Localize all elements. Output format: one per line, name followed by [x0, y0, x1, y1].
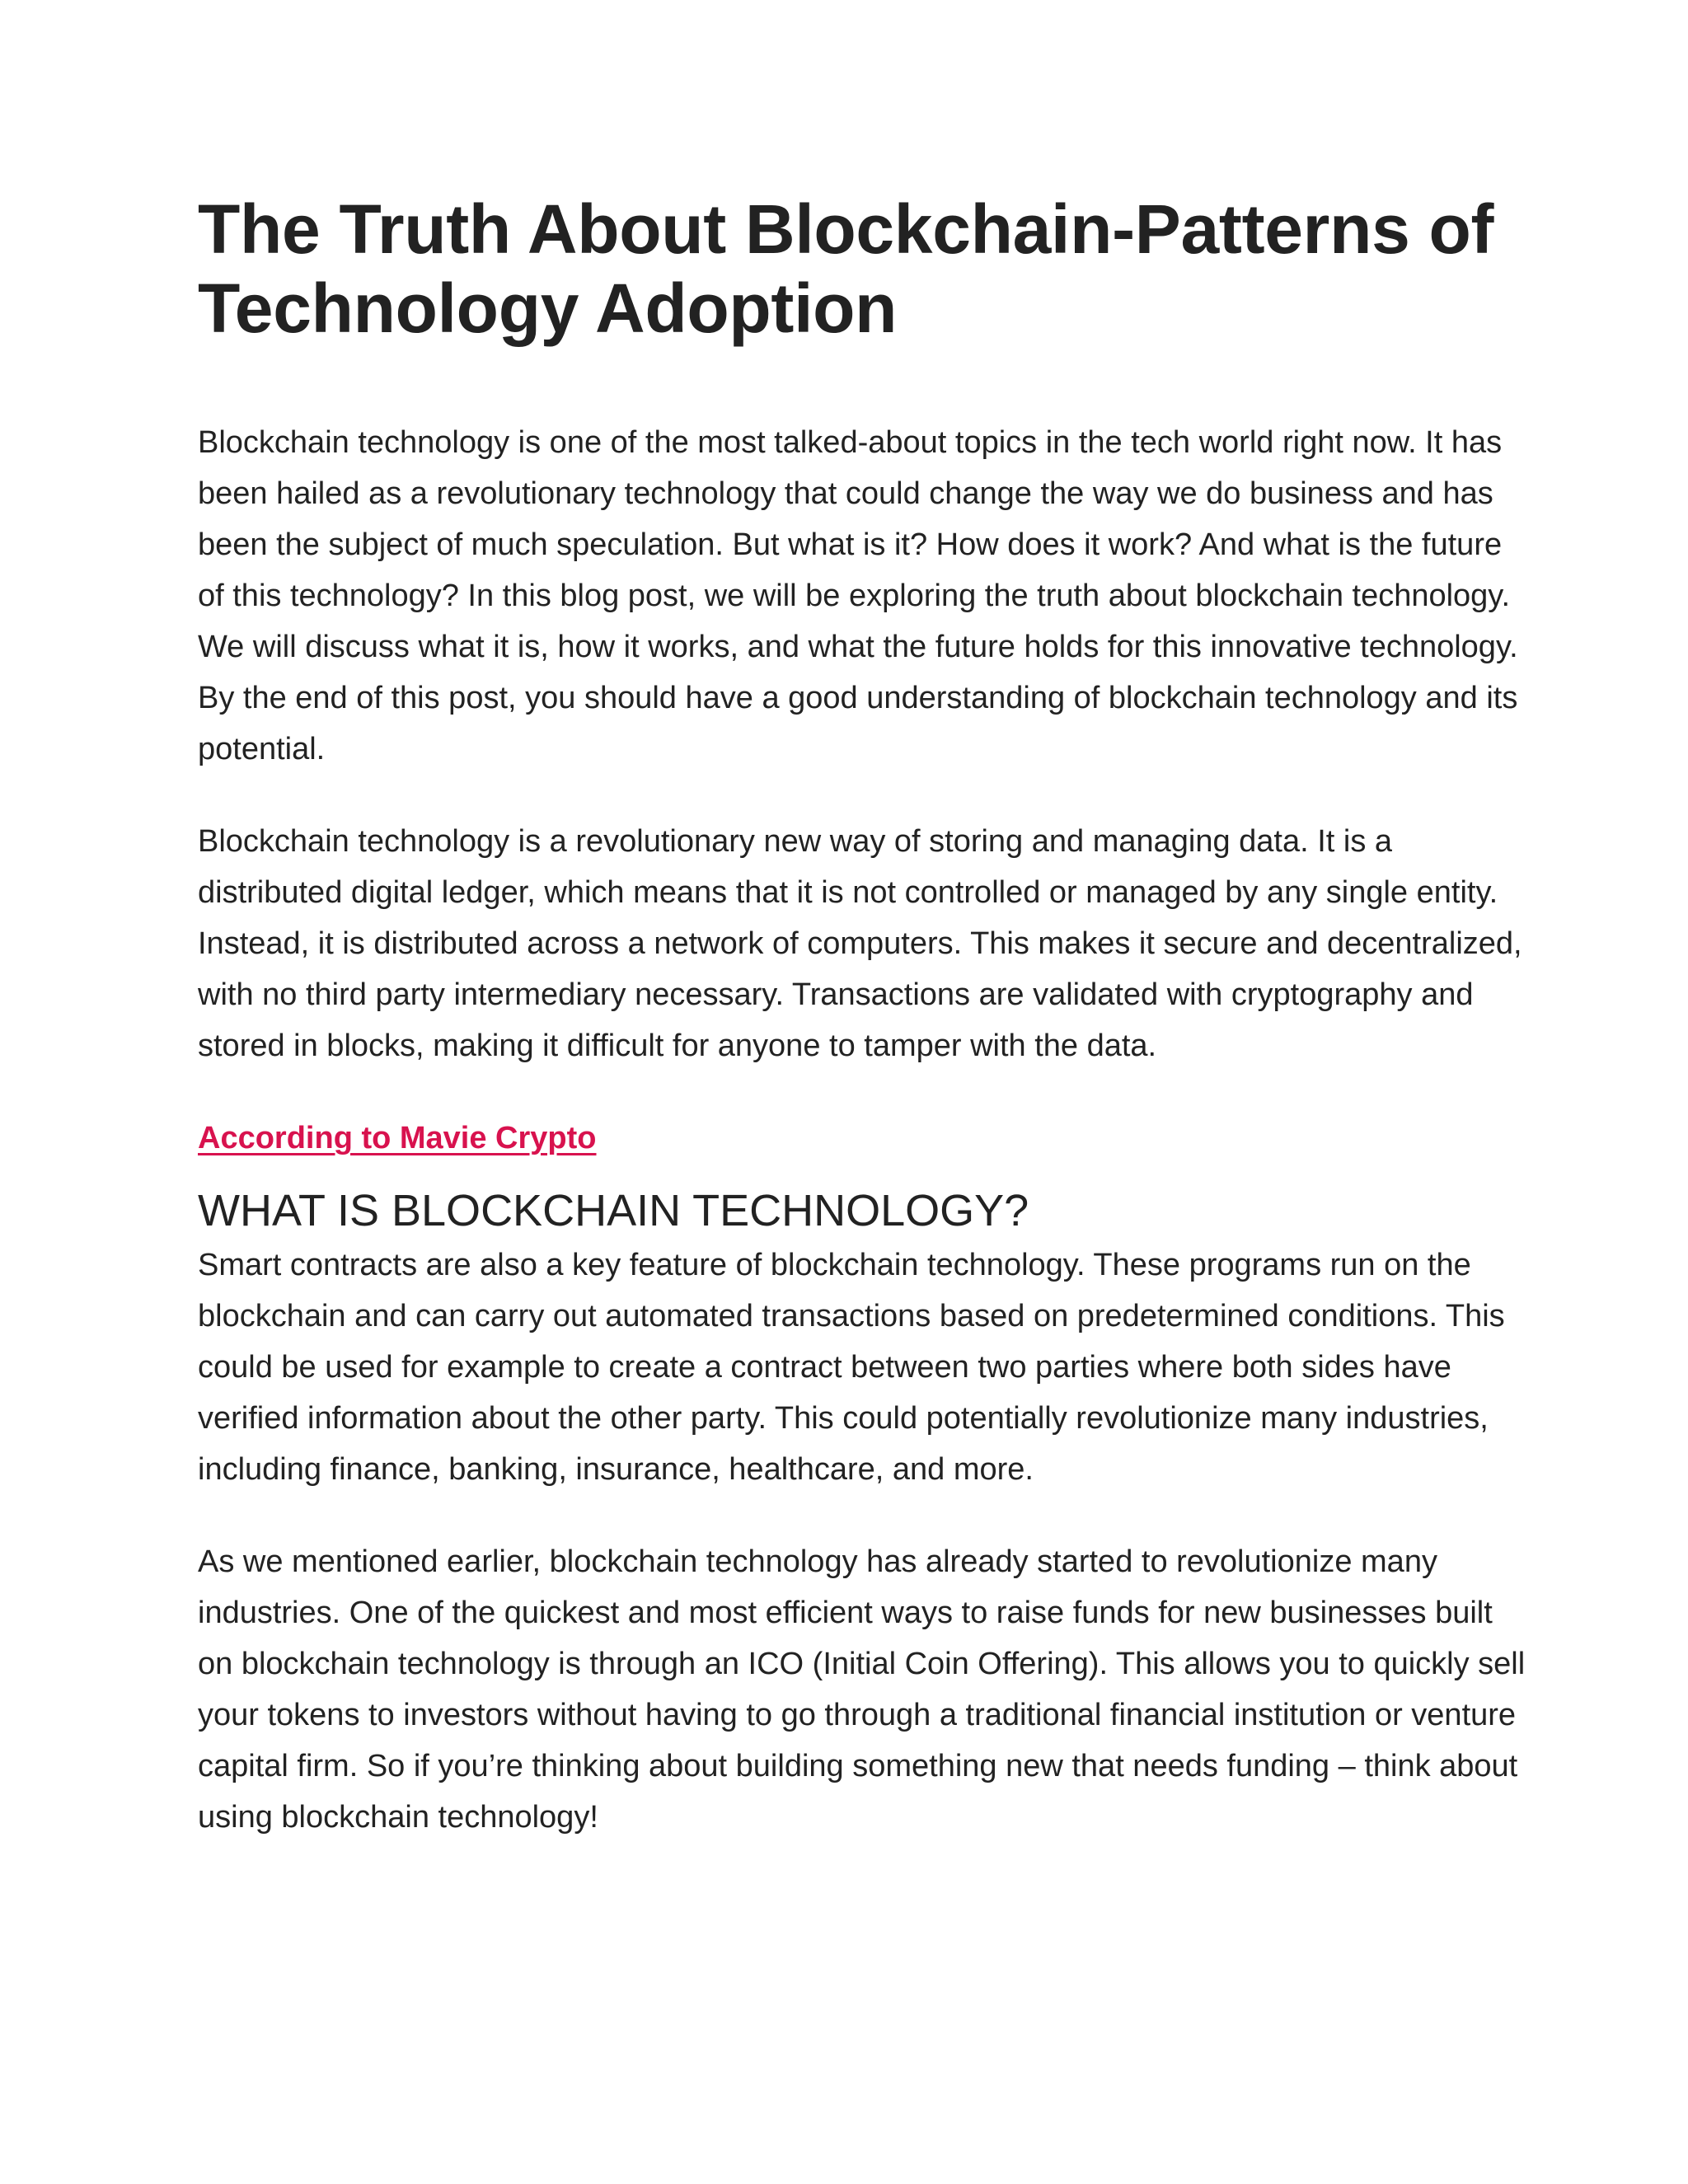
intro-paragraph: Blockchain technology is one of the most talked-about topics in the tech world right now. It has been hailed as a revolutionary technology that could change the way we do business and has been the subject of much speculation. But what is it? How does it work? And what is the future of this technology? In this blog post, we will be exploring the truth about blockchain technology. We will discuss what it is, how it works, and what the future holds for this innovative technology. By the end of this post, you should have a good understanding of blockchain technology and its potential.	[198, 425, 1518, 766]
article-title: The Truth About Blockchain-Patterns of Technology Adoption	[198, 190, 1494, 347]
section-heading: WHAT IS BLOCKCHAIN TECHNOLOGY?	[198, 1186, 1029, 1235]
article-page	[198, 190, 1533, 1843]
smart-contracts-paragraph: Smart contracts are also a key feature of blockchain technology. These programs run on the blockchain and can carry out automated transactions based on predetermined conditions. This could be used for example to create a contract between two parties where both sides have verified information about the other party. This could potentially revolutionize many industries, including finance, banking, insurance, healthcare, and more.	[198, 1248, 1505, 1487]
source-link[interactable]: According to Mavie Crypto	[198, 1121, 597, 1155]
source-link-container	[198, 1113, 1533, 1164]
definition-paragraph: Blockchain technology is a revolutionary new way of storing and managing data. It is a distributed digital ledger, which means that it is not controlled or managed by any single entity. Instead, it is distributed across a network of computers. This makes it secure and decentralized, with no third party intermediary necessary. Transactions are validated with cryptography and stored in blocks, making it difficult for anyone to tamper with the data.	[198, 824, 1522, 1063]
ico-paragraph: As we mentioned earlier, blockchain technology has already started to revolutionize many industries. One of the quickest and most efficient ways to raise funds for new businesses built on blockchain technology is through an ICO (Initial Coin Offering). This allows you to quickly sell your tokens to investors without having to go through a traditional financial institution or venture capital firm. So if you’re thinking about building something new that needs funding – think about using blockchain technology!	[198, 1544, 1526, 1835]
